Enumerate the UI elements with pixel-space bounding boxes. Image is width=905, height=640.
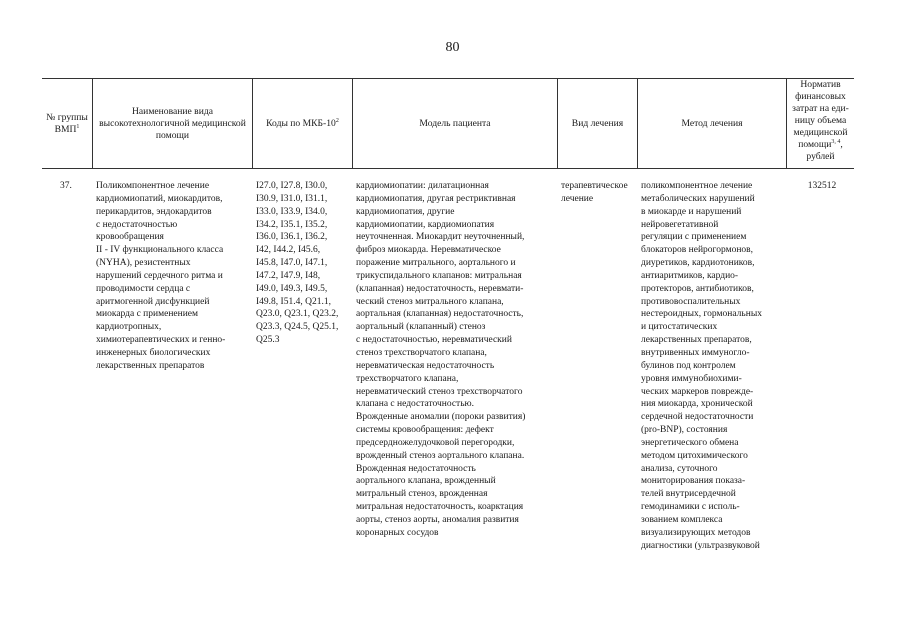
text-line: II - IV функционального класса <box>96 245 224 256</box>
text-line: диагностики (ультразвуковой <box>641 540 760 551</box>
patient-model <box>356 180 556 540</box>
text-line: врожденный стеноз аортального клапана. <box>356 450 525 461</box>
text-line: Поликомпонентное лечение <box>96 181 210 191</box>
text-line: кровообращения <box>96 232 164 243</box>
text-line: I30.9, I31.0, I31.1, <box>256 193 328 204</box>
text-line: I49.0, I49.3, I49.5, <box>256 283 328 294</box>
text-line: ния миокарда, хронической <box>641 399 753 410</box>
text-line: (NYHA), резистентных <box>96 258 191 269</box>
icd-codes <box>256 180 350 347</box>
text-line: неуточненная. Миокардит неуточненный, <box>356 232 525 243</box>
text-line: анализа, суточного <box>641 463 718 474</box>
text-line: кардиомиопатия, другие <box>356 206 455 217</box>
text-line: I33.0, I33.9, I34.0, <box>256 206 328 217</box>
header-cost-norm: Норматив финансовых затрат на еди- ницу объема медицинской помощи$^{3, 4}$, рублей <box>792 79 849 162</box>
text-line: ческих маркеров поврежде- <box>641 386 754 397</box>
text-line: аортальный (клапанный) стеноз <box>356 322 486 333</box>
row-number: 37. <box>60 181 72 191</box>
text-line: Q25.3 <box>256 335 280 346</box>
text-line: телей внутрисердечной <box>641 489 736 500</box>
text-line: фиброз миокарда. Неревматическое <box>356 245 501 256</box>
text-line: протекторов, антибиотиков, <box>641 283 754 294</box>
text-line: ческий стеноз митрального клапана, <box>356 296 504 307</box>
text-line: сердечной недостаточности <box>641 412 754 423</box>
text-line: лечение <box>561 193 594 204</box>
text-line: гемодинамики с исполь- <box>641 502 740 513</box>
text-line: митральная недостаточность, коарктация <box>356 502 524 513</box>
text-line: I42, I44.2, I45.6, <box>256 245 321 256</box>
text-line: проводимости сердца с <box>96 283 191 294</box>
text-line: с недостаточностью, неревматический <box>356 335 512 346</box>
header-care-type: Наименование вида высокотехнологичной медицинской помощи <box>99 105 246 141</box>
text-line: диуретиков, кардиотоников, <box>641 258 755 269</box>
text-line: аритмогенной дисфункцией <box>96 296 210 307</box>
text-line: клапана с недостаточностью. <box>356 399 475 410</box>
text-line: коронарных сосудов <box>356 527 439 538</box>
header-treatment-type: Вид лечения <box>571 117 624 129</box>
text-line: I47.2, I47.9, I48, <box>256 270 321 281</box>
text-line: перикардитов, эндокардитов <box>96 206 212 217</box>
text-line: трикуспидального клапанов: митральная <box>356 270 522 281</box>
text-line: нарушений сердечного ритма и <box>96 270 223 281</box>
text-line: неревматический стеноз трехстворчатого <box>356 386 523 397</box>
text-line: предсердножелудочковой перегородки, <box>356 437 515 448</box>
text-line: аортальная (клапанная) недостаточность, <box>356 309 524 320</box>
text-line: кардиомиопатия, другая рестриктивная <box>356 193 516 204</box>
text-line: (pro-BNP), состояния <box>641 425 728 436</box>
text-line: аорты, стеноз аорты, аномалия развития <box>356 514 519 525</box>
text-line: нейровегетативной <box>641 219 719 230</box>
treatment-method <box>641 180 785 552</box>
text-line: неревматическая недостаточность <box>356 360 495 371</box>
header-treatment-method: Метод лечения <box>681 117 743 129</box>
header-icd-codes: Коды по МКБ-$10^2$ <box>266 117 339 129</box>
care-type-name <box>96 180 252 373</box>
text-line: булинов под контролем <box>641 360 736 371</box>
text-line: визуализирующих методов <box>641 527 751 538</box>
header-group-number: № группы ВМП$^1$ <box>46 111 88 135</box>
page-number: 80 <box>445 40 460 55</box>
text-line: метаболических нарушений <box>641 193 755 204</box>
text-line: стеноз трехстворчатого клапана, <box>356 347 487 358</box>
text-line: I36.0, I36.1, I36.2, <box>256 232 328 243</box>
text-line: I34.2, I35.1, I35.2, <box>256 219 328 230</box>
text-line: системы кровообращения: дефект <box>356 425 494 436</box>
text-line: I45.8, I47.0, I47.1, <box>256 258 328 269</box>
text-line: Q23.0, Q23.1, Q23.2, <box>256 309 339 320</box>
text-line: и цитостатических <box>641 322 718 333</box>
header-patient-model: Модель пациента <box>419 117 491 129</box>
text-line: (клапанная) недостаточность, неревмати- <box>356 283 524 294</box>
text-line: уровня иммунобиохими- <box>641 373 742 384</box>
text-line: митральный стеноз, врожденная <box>356 489 488 500</box>
text-line: трехстворчатого клапана, <box>356 373 459 384</box>
text-line: аортального клапана, врожденный <box>356 476 496 487</box>
text-line: кардиомиопатий, миокардитов, <box>96 193 223 204</box>
text-line: методом цитохимического <box>641 450 748 461</box>
text-line: зованием комплекса <box>641 514 723 525</box>
text-line: миокарда с применением <box>96 309 199 320</box>
text-line: внутривенных иммуногло- <box>641 347 750 358</box>
text-line: I49.8, I51.4, Q21.1, <box>256 296 331 307</box>
text-line: кардиомиопатии, кардиомиопатия <box>356 219 495 230</box>
text-line: блокаторов нейрогормонов, <box>641 245 754 256</box>
header-bottom-rule <box>42 168 854 169</box>
text-line: с недостаточностью <box>96 219 178 230</box>
treatment-type <box>561 180 637 206</box>
text-line: противовоспалительных <box>641 296 741 307</box>
text-line: в миокарде и нарушений <box>641 206 742 217</box>
text-line: лекарственных препаратов, <box>641 335 752 346</box>
text-line: энергетического обмена <box>641 437 739 448</box>
text-line: Врожденные аномалии (пороки развития) <box>356 412 526 423</box>
text-line: Q23.3, Q24.5, Q25.1, <box>256 322 339 333</box>
text-line: химиотерапевтических и генно- <box>96 335 226 346</box>
text-line: поликомпонентное лечение <box>641 181 753 191</box>
text-line: кардиотропных, <box>96 322 162 333</box>
text-line: терапевтическое <box>561 181 628 191</box>
text-line: инженерных биологических <box>96 347 211 358</box>
text-line: регуляции с применением <box>641 232 747 243</box>
cost-norm-value: 132512 <box>807 181 837 191</box>
text-line: поражение митрального, аортального и <box>356 258 516 269</box>
text-line: I27.0, I27.8, I30.0, <box>256 181 328 191</box>
text-line: кардиомиопатии: дилатационная <box>356 181 489 191</box>
text-line: лекарственных препаратов <box>96 360 205 371</box>
text-line: антиаритмиков, кардио- <box>641 270 739 281</box>
text-line: нестероидных, гормональных <box>641 309 762 320</box>
text-line: Врожденная недостаточность <box>356 463 476 474</box>
text-line: мониторирования показа- <box>641 476 746 487</box>
